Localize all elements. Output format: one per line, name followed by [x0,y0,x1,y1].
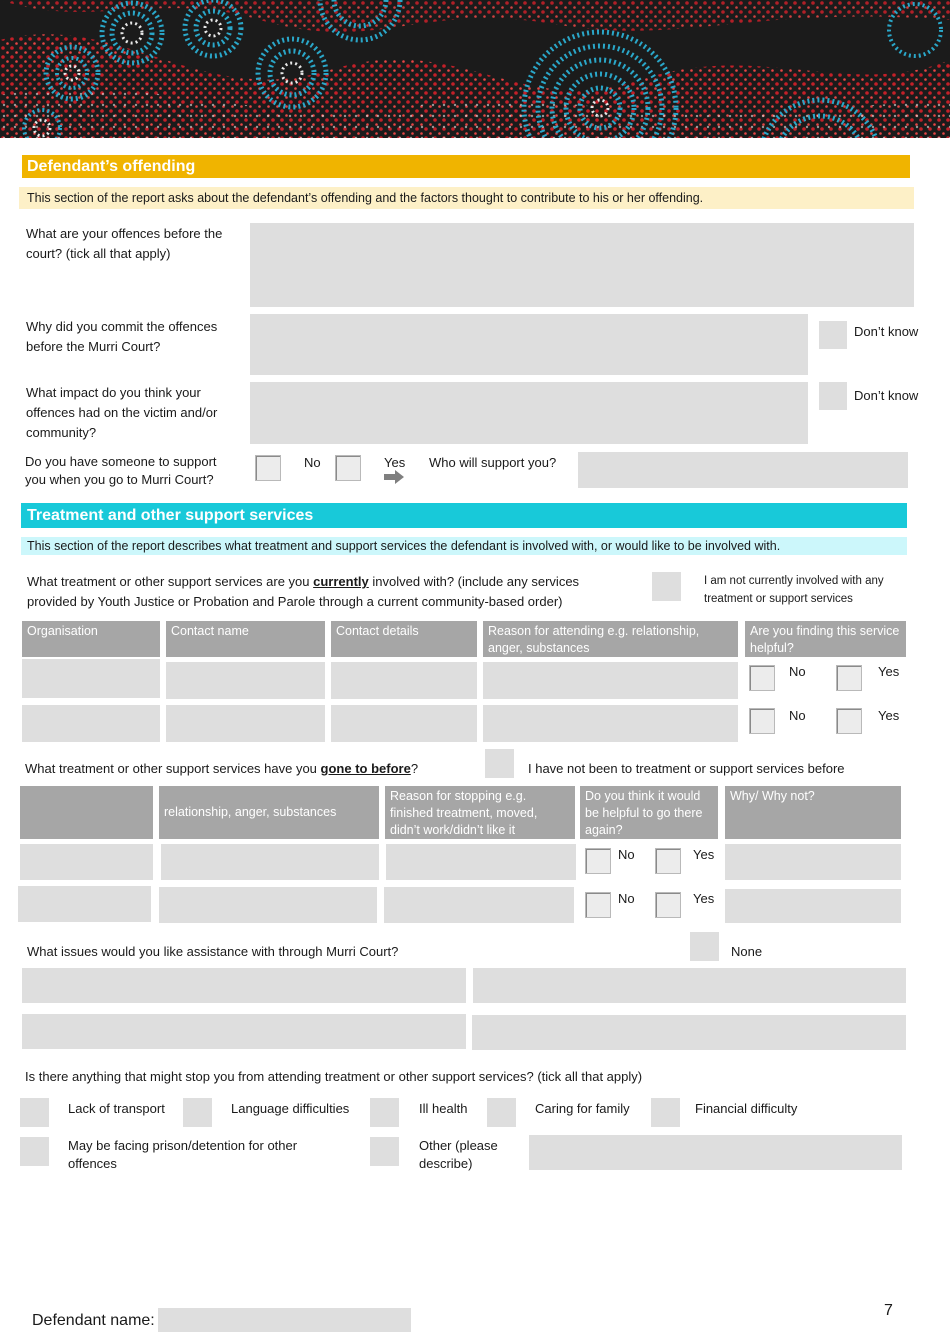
previous-row2-why[interactable] [725,889,901,923]
issues-field-1b[interactable] [473,968,906,1003]
current-row1-helpful-no[interactable] [749,665,775,691]
page-number: 7 [884,1302,893,1319]
current-row2-reason[interactable] [483,705,738,742]
question-support-person: Do you have someone to support you when you go to Murri Court? [25,454,217,487]
dont-know-label-impact: Don’t know [854,388,919,403]
none-checkbox[interactable] [690,932,719,961]
previous-row1-why[interactable] [725,844,901,880]
current-row1-no-label: No [789,664,806,679]
question-offences: What are your offences before the court? (tick all that apply) [26,226,223,261]
barrier-other-describe-field[interactable] [529,1135,902,1170]
previous-row2-reason-attending[interactable] [159,887,377,923]
support-yes-label: Yes [384,455,406,470]
header-banner [0,0,950,138]
section-title-offending: Defendant’s offending [22,155,910,178]
not-involved-checkbox[interactable] [652,572,681,601]
impact-field[interactable] [250,382,808,444]
previous-row1-reason-stopping[interactable] [386,844,576,880]
barrier-transport-label: Lack of transport [68,1101,165,1116]
barrier-prison-label: May be facing prison/detention for other offences [68,1138,298,1171]
current-row1-reason[interactable] [483,662,738,699]
not-been-checkbox[interactable] [485,749,514,778]
barrier-language-checkbox[interactable] [183,1098,212,1127]
who-support-field[interactable] [578,452,908,488]
current-header-contact-details: Contact details [331,621,477,657]
barrier-family-label: Caring for family [535,1101,630,1116]
current-row1-helpful-yes[interactable] [836,665,862,691]
barrier-financial-label: Financial difficulty [695,1101,798,1116]
issues-field-1a[interactable] [22,968,466,1003]
previous-row1-organisation[interactable] [20,844,153,880]
none-label: None [731,944,763,959]
defendant-name-label: Defendant name: [32,1312,155,1329]
aboriginal-dot-art-banner-icon [0,0,950,138]
support-no-label: No [304,455,321,470]
previous-row1-reason-attending[interactable] [161,844,379,880]
not-been-label: I have not been to treatment or support services before [528,761,845,776]
barrier-other-checkbox[interactable] [370,1137,399,1166]
current-header-reason: Reason for attending e.g. relationship, anger, substances [483,621,738,657]
current-header-contact-name: Contact name [166,621,325,657]
current-row2-helpful-yes[interactable] [836,708,862,734]
question-current-services [27,572,627,612]
question-impact: What impact do you think your offences had on the victim and/or community? [26,385,218,440]
previous-row2-yes-label: Yes [693,891,715,906]
previous-header-reason-stopping: Reason for stopping e.g. finished treatment, moved, didn’t work/didn’t like it [385,786,575,839]
issues-field-2a[interactable] [22,1014,466,1049]
current-row1-yes-label: Yes [878,664,900,679]
support-no-checkbox[interactable] [255,455,281,481]
current-header-organisation: Organisation [22,621,160,657]
support-yes-checkbox[interactable] [335,455,361,481]
current-row1-organisation[interactable] [22,659,160,698]
current-q-pre: What treatment or other support services are you [27,574,314,589]
previous-header-helpful-again: Do you think it would be helpful to go there again? [580,786,718,839]
barrier-transport-checkbox[interactable] [20,1098,49,1127]
dont-know-checkbox-why[interactable] [819,321,847,349]
current-q-bold: currently [313,574,369,589]
previous-header-reason-attending: relationship, anger, substances [159,786,379,839]
current-row2-contact-details[interactable] [331,705,477,742]
issues-field-2b[interactable] [472,1015,906,1050]
current-row2-contact-name[interactable] [166,705,325,742]
current-row2-yes-label: Yes [878,708,900,723]
barrier-prison-checkbox[interactable] [20,1137,49,1166]
before-q-bold: gone to before [320,761,411,776]
current-row1-contact-details[interactable] [331,662,477,699]
previous-header-organisation [20,786,153,839]
offending-intro: This section of the report asks about the defendant’s offending and the factors thought to contribute to his or her offending. [19,187,914,209]
not-involved-label: I am not currently involved with any treatment or support services [704,575,884,605]
dont-know-label-why: Don’t know [854,324,919,339]
section-title-treatment: Treatment and other support services [21,503,907,528]
current-row1-contact-name[interactable] [166,662,325,699]
previous-row2-no-label: No [618,891,635,906]
previous-row1-yes-label: Yes [693,847,715,862]
defendant-name-field[interactable] [158,1308,411,1332]
current-row2-helpful-no[interactable] [749,708,775,734]
question-previous-services [25,759,485,779]
previous-row1-helpful-yes[interactable] [655,848,681,874]
previous-row2-helpful-no[interactable] [585,892,611,918]
dont-know-checkbox-impact[interactable] [819,382,847,410]
previous-row1-no-label: No [618,847,635,862]
current-row2-no-label: No [789,708,806,723]
barrier-other-label: Other (please describe) [419,1138,498,1171]
barrier-financial-checkbox[interactable] [651,1098,680,1127]
current-header-helpful: Are you finding this service helpful? [745,621,906,657]
barrier-health-label: Ill health [419,1101,468,1116]
before-q-post: ? [410,761,419,776]
previous-header-why: Why/ Why not? [725,786,901,839]
who-support-label: Who will support you? [429,455,557,470]
question-barriers: Is there anything that might stop you from attending treatment or other support services? (tick all that apply) [25,1069,643,1084]
previous-row2-helpful-yes[interactable] [655,892,681,918]
barrier-health-checkbox[interactable] [370,1098,399,1127]
before-q-pre: What treatment or other support services have you [25,761,321,776]
previous-row2-reason-stopping[interactable] [384,887,574,923]
barrier-language-label: Language difficulties [231,1101,350,1116]
question-why-offend: Why did you commit the offences before the Murri Court? [26,319,218,354]
treatment-intro: This section of the report describes what treatment and support services the defendant is involved with, or would like to be involved with. [21,537,907,555]
why-offend-field[interactable] [250,314,808,375]
barrier-family-checkbox[interactable] [487,1098,516,1127]
question-issues: What issues would you like assistance with through Murri Court? [27,944,399,959]
previous-row2-organisation[interactable] [18,886,151,922]
current-q-post: involved with? (include any services provided by Youth Justice or Probation and Parole through a current community-based order) [27,574,580,609]
current-row2-organisation[interactable] [22,705,160,742]
offences-field[interactable] [250,223,914,307]
previous-row1-helpful-no[interactable] [585,848,611,874]
arrow-right-icon [384,470,404,484]
